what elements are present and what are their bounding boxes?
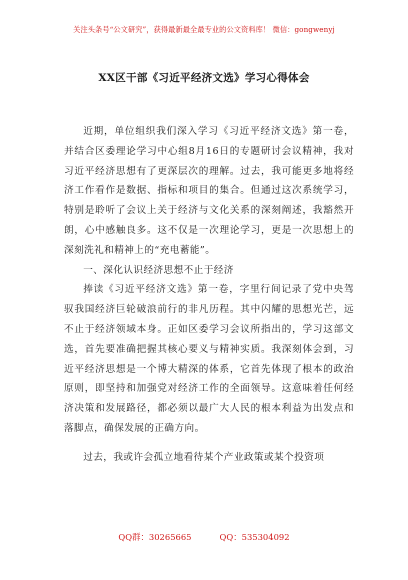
footer-contact <box>0 531 408 543</box>
document-body <box>64 122 354 468</box>
header-promo-note: 关注头条号“公文研究”，获得最新最全最专业的公文资料库！ 微信：gongwenyj <box>73 25 335 34</box>
paragraph-section-1: 捧读《习近平经济文选》第一卷，字里行间记录了党中央驾驭我国经济巨轮破浪前行的非凡历程。其中闪耀的思想光芒，远不止于经济领域本身。正如区委学习会议所指出的，学习这部文选，首先要准确把握其核心要义与精神实质。我深刻体会到，习近平经济思想是一个博大精深的体系，它首先体现了根本的政治原则，即坚持和加强党对经济工作的全面领导。这意味着任何经济决策和发展路径，都必须以最广大人民的根本利益为出发点和落脚点，确保发展的正确方向。 <box>64 284 354 434</box>
paragraph-intro: 近期，单位组织我们深入学习《习近平经济文选》第一卷，并结合区委理论学习中心组8月16日的专题研讨会议精神，我对习近平经济思想有了更深层次的理解。过去，我可能更多地将经济工作看作是数据、指标和项目的集合。但通过这次系统学习，特别是聆听了会议上关于经济与文化关系的深刻阐述，我豁然开朗，心中感触良多。这不仅是一次理论学习，更是一次思想上的深刻洗礼和精神上的“充电蓄能”。 <box>64 126 354 256</box>
paragraph-continuation: 过去，我或许会孤立地看待某个产业政策或某个投资项 <box>83 451 325 463</box>
section-heading-1: 一、深化认识经济思想不止于经济 <box>83 264 234 276</box>
footer-qq-number: QQ：535304092 <box>219 532 290 542</box>
document-title: XX区干部《习近平经济文选》学习心得体会 <box>98 72 310 84</box>
footer-qq-group: QQ群：30265665 <box>118 532 192 542</box>
